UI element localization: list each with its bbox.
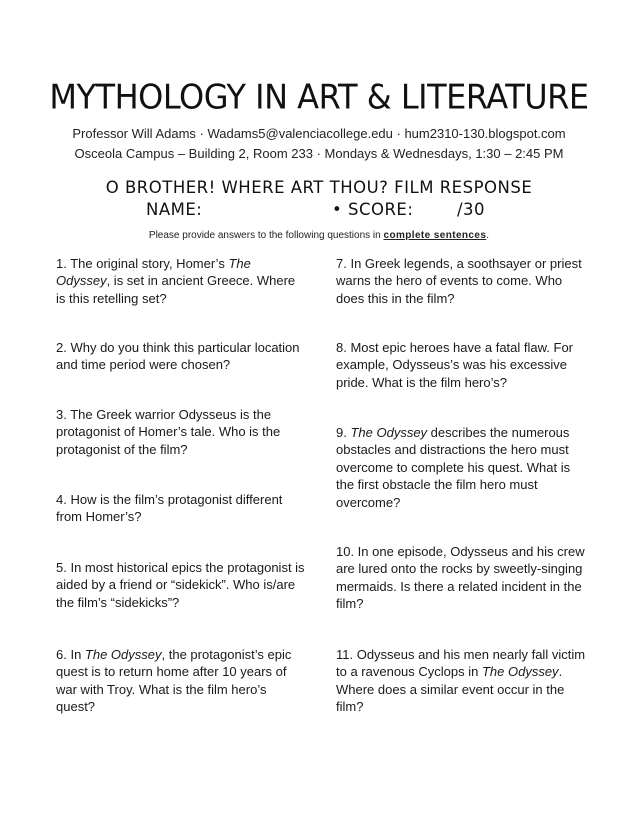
question-8-text: 8. Most epic heroes have a fatal flaw. For example, Odysseus’s was his excessive pride. What is the film hero’s? xyxy=(336,340,574,390)
question-6-book-title: The Odyssey xyxy=(84,647,162,662)
question-11-text: 11. Odysseus and his men nearly fall victim to a ravenous Cyclops in xyxy=(336,647,586,680)
question-11 xyxy=(336,646,586,716)
question-4 xyxy=(56,491,306,526)
question-6 xyxy=(56,646,306,716)
question-9-text-end: describes the numerous obstacles and distractions the hero must overcome to complete his quest. What is the first obstacle the film hero must overcome? xyxy=(336,425,571,510)
question-11-text-end: . Where does a similar event occur in the film? xyxy=(336,664,565,715)
assignment-title: O BROTHER! WHERE ART THOU? FILM RESPONSE xyxy=(105,178,533,197)
question-1 xyxy=(56,255,306,307)
question-9 xyxy=(336,424,586,511)
question-8 xyxy=(336,339,586,391)
instructor-info: Professor Will Adams · Wadams5@valenciacollege.edu · hum2310-130.blogspot.com xyxy=(72,126,566,141)
name-label: NAME: xyxy=(146,200,203,219)
score-label: • SCORE: xyxy=(332,200,414,219)
question-3-text: 3. The Greek warrior Odysseus is the protagonist of Homer’s tale. Who is the protagonist of the film? xyxy=(56,407,281,457)
question-11-book-title: The Odyssey xyxy=(481,664,559,680)
instructions xyxy=(0,230,638,241)
question-10 xyxy=(336,543,586,613)
instructions-end: . xyxy=(486,230,490,241)
question-5-text: 5. In most historical epics the protagonist is aided by a friend or “sidekick”. Who is/are the film’s “sidekicks”? xyxy=(56,560,305,610)
question-5 xyxy=(56,559,306,611)
question-6-text-end: , the protagonist’s epic quest is to return home after 10 years of war with Troy. What is the film hero’s quest? xyxy=(56,647,292,715)
question-7-text: 7. In Greek legends, a soothsayer or priest warns the hero of events to come. Who does this in the film? xyxy=(336,256,582,306)
question-1-text-end: , is set in ancient Greece. Where is this retelling set? xyxy=(56,273,296,306)
question-9-text: 9. xyxy=(336,425,351,440)
instructions-text: Please provide answers to the following questions in xyxy=(148,230,384,241)
question-7 xyxy=(336,255,586,307)
question-6-text: 6. In xyxy=(56,647,85,662)
question-10-text: 10. In one episode, Odysseus and his crew are lured onto the rocks by sweetly-singing mermaids. Is there a related incident in the film? xyxy=(336,544,585,612)
question-4-text: 4. How is the film’s protagonist different from Homer’s? xyxy=(56,492,283,525)
question-9-book-title: The Odyssey xyxy=(350,425,428,440)
class-location-info: Osceola Campus – Building 2, Room 233 · Mondays & Wednesdays, 1:30 – 2:45 PM xyxy=(74,146,564,161)
question-3 xyxy=(56,406,306,458)
score-total: /30 xyxy=(457,200,486,219)
page-title: MYTHOLOGY IN ART & LITERATURE xyxy=(49,77,589,117)
question-1-text: 1. The original story, Homer’s xyxy=(56,256,229,271)
question-2 xyxy=(56,339,306,374)
instructions-emphasis: complete sentences xyxy=(383,230,487,241)
question-1-book-title: The Odyssey xyxy=(56,256,251,289)
question-2-text: 2. Why do you think this particular location and time period were chosen? xyxy=(56,340,300,373)
